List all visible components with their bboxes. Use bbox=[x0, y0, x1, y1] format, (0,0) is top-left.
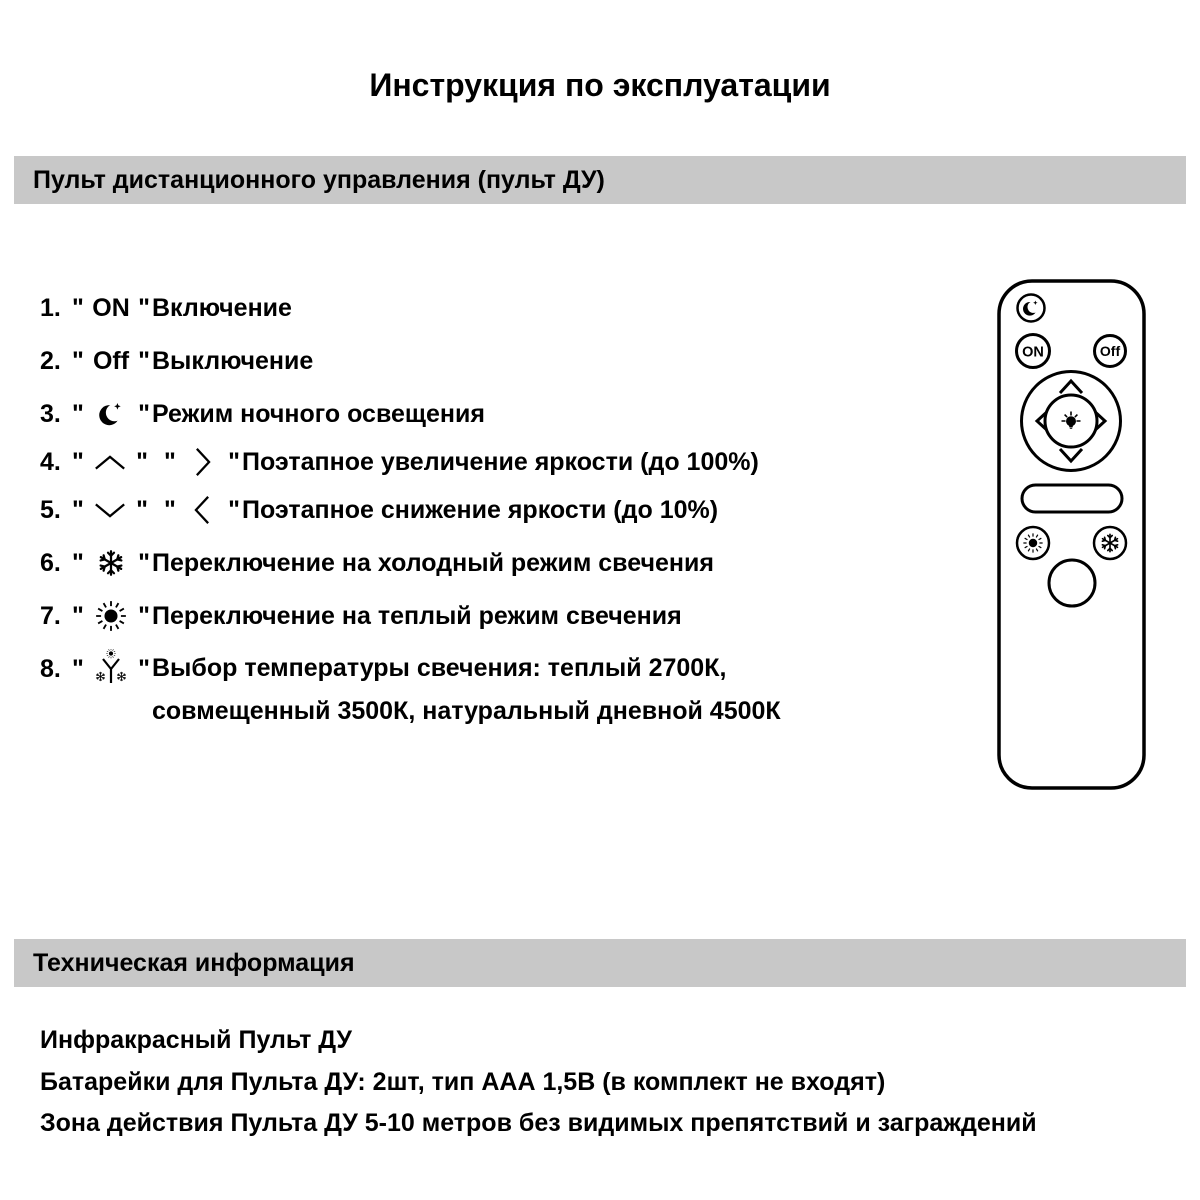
item-number: 5. bbox=[40, 495, 61, 524]
section-header-tech bbox=[14, 939, 1186, 987]
item-text: Поэтапное снижение яркости (до 10%) bbox=[242, 496, 719, 524]
item-number: 8. bbox=[40, 654, 61, 683]
list-item-brightness-down bbox=[40, 488, 718, 532]
tech-line-range: Зона действия Пульта ДУ 5-10 метров без видимых препятствий и заграждений bbox=[40, 1109, 1037, 1137]
item-text bbox=[152, 647, 781, 733]
list-item-off bbox=[40, 339, 313, 383]
list-item-temperature-select bbox=[40, 647, 781, 733]
quote-mark: " bbox=[164, 448, 176, 476]
temperature-select-icon bbox=[92, 649, 130, 689]
item-number: 3. bbox=[40, 399, 61, 428]
quote-mark: " bbox=[72, 602, 84, 630]
quote-mark: " bbox=[138, 400, 150, 428]
list-item-warm-mode bbox=[40, 594, 682, 638]
remote-on-label: ON bbox=[1022, 344, 1044, 361]
quote-mark: " bbox=[138, 347, 150, 375]
quote-mark: " bbox=[72, 347, 84, 375]
off-button-label: Off bbox=[92, 346, 130, 375]
button-reference bbox=[72, 647, 150, 691]
button-reference bbox=[72, 286, 150, 330]
quote-mark: " bbox=[72, 496, 84, 524]
quote-mark: " bbox=[228, 448, 240, 476]
tech-line-batteries: Батарейки для Пульта ДУ: 2шт, тип ААА 1,5В (в комплект не входят) bbox=[40, 1068, 886, 1096]
list-item-cold-mode bbox=[40, 541, 714, 585]
remote-off-label: Off bbox=[1099, 343, 1121, 359]
remote-illustration bbox=[985, 273, 1155, 798]
section-header-remote-label: Пульт дистанционного управления (пульт ДУ) bbox=[33, 165, 605, 194]
item-text: Включение bbox=[152, 294, 292, 322]
quote-mark: " bbox=[164, 496, 176, 524]
list-item-on bbox=[40, 286, 292, 330]
item-number: 6. bbox=[40, 548, 61, 577]
item-text: Переключение на теплый режим свечения bbox=[152, 602, 682, 630]
button-reference bbox=[72, 594, 150, 638]
chevron-right-icon bbox=[193, 446, 212, 478]
item-text: Переключение на холодный режим свечения bbox=[152, 549, 714, 577]
button-reference bbox=[72, 440, 240, 484]
quote-mark: " bbox=[138, 549, 150, 577]
button-reference bbox=[72, 488, 240, 532]
snowflake-icon bbox=[96, 548, 126, 578]
quote-mark: " bbox=[136, 448, 148, 476]
quote-mark: " bbox=[138, 602, 150, 630]
item-text: Выключение bbox=[152, 347, 314, 375]
page-title: Инструкция по эксплуатации bbox=[369, 67, 831, 103]
quote-mark: " bbox=[72, 549, 84, 577]
item-number: 2. bbox=[40, 346, 61, 375]
button-reference bbox=[72, 392, 150, 436]
moon-icon bbox=[97, 400, 125, 428]
quote-mark: " bbox=[138, 655, 150, 683]
quote-mark: " bbox=[72, 294, 84, 322]
item-text: Поэтапное увеличение яркости (до 100%) bbox=[242, 448, 759, 476]
on-button-label: ON bbox=[92, 293, 130, 322]
item-number: 1. bbox=[40, 293, 61, 322]
chevron-down-icon bbox=[92, 502, 128, 519]
quote-mark: " bbox=[138, 294, 150, 322]
quote-mark: " bbox=[72, 655, 84, 683]
remote-bottom-button bbox=[1049, 560, 1095, 606]
chevron-up-icon bbox=[92, 454, 128, 471]
item-text: Режим ночного освещения bbox=[152, 400, 485, 428]
tech-line-remote-type: Инфракрасный Пульт ДУ bbox=[40, 1026, 352, 1054]
section-header-tech-label: Техническая информация bbox=[33, 948, 355, 977]
list-item-night-mode bbox=[40, 392, 485, 436]
button-reference bbox=[72, 541, 150, 585]
quote-mark: " bbox=[136, 496, 148, 524]
section-header-remote bbox=[14, 156, 1186, 204]
item-number: 7. bbox=[40, 601, 61, 630]
quote-mark: " bbox=[228, 496, 240, 524]
sun-icon bbox=[94, 599, 128, 633]
chevron-left-icon bbox=[193, 494, 212, 526]
remote-pill-button bbox=[1022, 485, 1122, 512]
quote-mark: " bbox=[72, 448, 84, 476]
item-text-line2: совмещенный 3500К, натуральный дневной 4500К bbox=[152, 697, 781, 725]
button-reference bbox=[72, 339, 150, 383]
list-item-brightness-up bbox=[40, 440, 759, 484]
item-number: 4. bbox=[40, 447, 61, 476]
quote-mark: " bbox=[72, 400, 84, 428]
item-text-line1: Выбор температуры свечения: теплый 2700К, bbox=[152, 654, 727, 682]
